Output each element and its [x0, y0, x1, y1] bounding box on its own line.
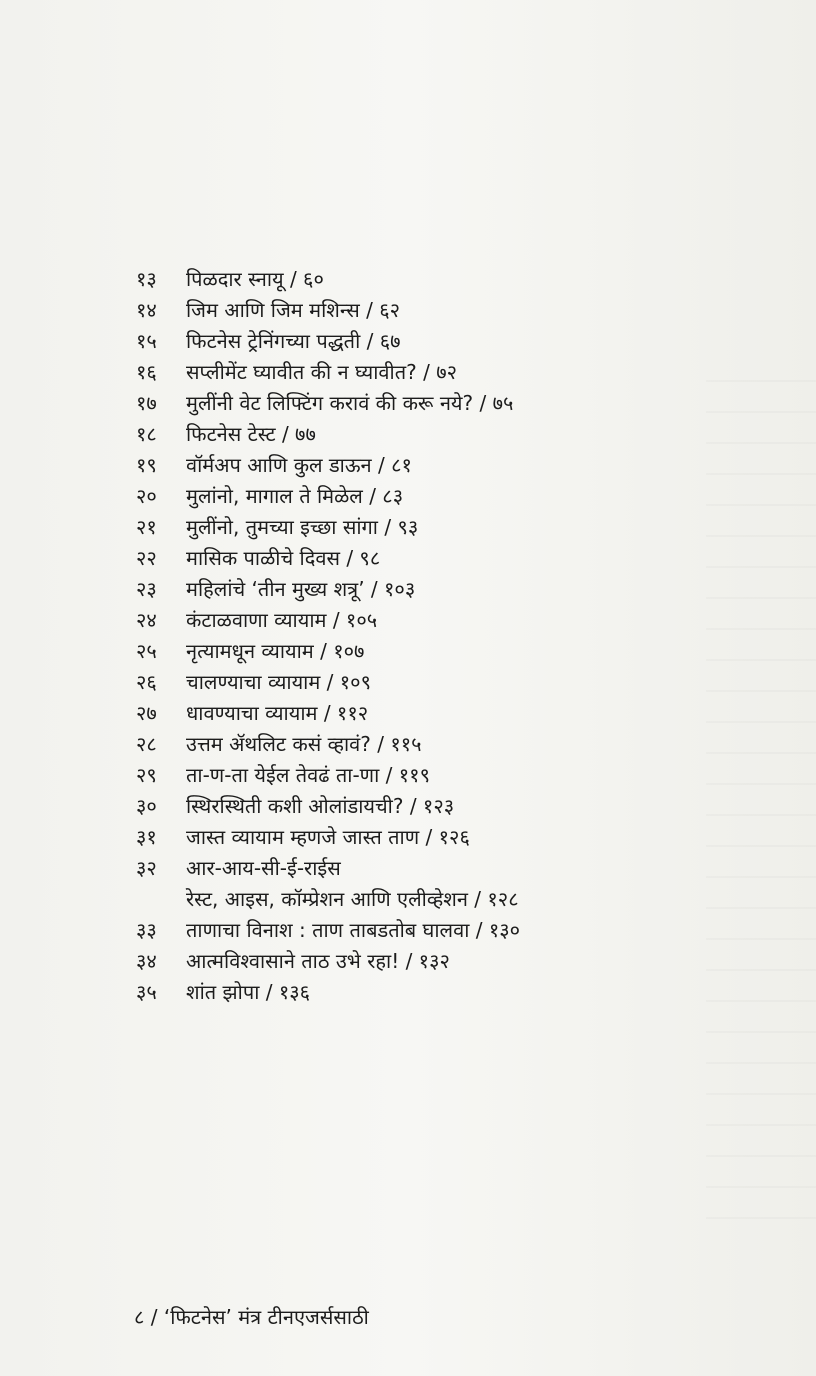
toc-chapter-title — [186, 760, 430, 791]
toc-chapter-title — [186, 791, 454, 822]
toc-entry — [136, 760, 736, 791]
toc-chapter-number: ३५ — [136, 980, 157, 1004]
toc-entry — [136, 977, 736, 1008]
toc-entry — [136, 636, 736, 667]
toc-title-line: मासिक पाळीचे दिवस / ९८ — [186, 546, 381, 570]
toc-title-line: जिम आणि जिम मशिन्स / ६२ — [186, 298, 401, 322]
toc-entry — [136, 667, 736, 698]
toc-chapter-title — [186, 450, 412, 481]
table-of-contents — [136, 264, 736, 1008]
toc-entry — [136, 853, 736, 915]
toc-chapter-number: २८ — [136, 732, 157, 756]
toc-title-line: आत्मविश्वासाने ताठ उभे रहा! / १३२ — [186, 949, 450, 973]
toc-chapter-title — [186, 388, 513, 419]
toc-entry — [136, 264, 736, 295]
toc-entry — [136, 357, 736, 388]
toc-chapter-number: २२ — [136, 546, 157, 570]
toc-entry — [136, 512, 736, 543]
toc-title-line: रेस्ट, आइस, कॉम्प्रेशन आणि एलीव्हेशन / १२८ — [186, 887, 519, 911]
toc-title-line: चालण्याचा व्यायाम / १०९ — [186, 670, 371, 694]
toc-chapter-number: ३३ — [136, 918, 157, 942]
toc-title-line: उत्तम ॲथलिट कसं व्हावं? / ११५ — [186, 732, 422, 756]
toc-chapter-number: १६ — [136, 360, 157, 384]
toc-chapter-title — [186, 822, 470, 853]
toc-entry — [136, 729, 736, 760]
toc-chapter-number: १४ — [136, 298, 157, 322]
toc-entry — [136, 450, 736, 481]
toc-title-line: ता-ण-ता येईल तेवढं ता-णा / ११९ — [186, 763, 430, 787]
toc-title-line: सप्लीमेंट घ्यावीत की न घ्यावीत? / ७२ — [186, 360, 457, 384]
toc-chapter-title — [186, 512, 418, 543]
toc-chapter-title — [186, 915, 520, 946]
toc-chapter-number: ३२ — [136, 856, 157, 880]
toc-title-line: महिलांचे ‘तीन मुख्य शत्रू’ / १०३ — [186, 577, 416, 601]
toc-chapter-number: २० — [136, 484, 157, 508]
toc-title-line: फिटनेस टेस्ट / ७७ — [186, 422, 316, 446]
toc-chapter-number: २६ — [136, 670, 157, 694]
toc-title-line: ताणाचा विनाश : ताण ताबडतोब घालवा / १३० — [186, 918, 521, 942]
toc-entry — [136, 295, 736, 326]
toc-chapter-title — [186, 357, 457, 388]
toc-entry — [136, 698, 736, 729]
toc-chapter-number: २३ — [136, 577, 157, 601]
toc-entry — [136, 574, 736, 605]
toc-chapter-number: १३ — [136, 267, 157, 291]
toc-chapter-number: १९ — [136, 453, 157, 477]
toc-entry — [136, 946, 736, 977]
toc-chapter-number: २४ — [136, 608, 157, 632]
toc-chapter-title — [186, 667, 371, 698]
toc-chapter-number: ३१ — [136, 825, 157, 849]
page-footer: ८ / ‘फिटनेस’ मंत्र टीनएजर्ससाठी — [134, 1305, 369, 1329]
toc-chapter-number: १८ — [136, 422, 157, 446]
toc-chapter-number: १५ — [136, 329, 157, 353]
toc-chapter-title — [186, 853, 519, 915]
toc-title-line: मुलींनो, तुमच्या इच्छा सांगा / ९३ — [186, 515, 419, 539]
toc-entry — [136, 791, 736, 822]
toc-chapter-number: १७ — [136, 391, 157, 415]
toc-chapter-number: २५ — [136, 639, 157, 663]
toc-entry — [136, 605, 736, 636]
toc-chapter-number: २१ — [136, 515, 157, 539]
toc-entry — [136, 326, 736, 357]
toc-title-line: फिटनेस ट्रेनिंगच्या पद्धती / ६७ — [186, 329, 401, 353]
toc-title-line: मुलींनी वेट लिफ्टिंग करावं की करू नये? / ७५ — [186, 391, 514, 415]
toc-title-line: आर-आय-सी-ई-राईस — [186, 856, 341, 880]
toc-chapter-title — [186, 574, 415, 605]
toc-entry — [136, 822, 736, 853]
toc-chapter-number: ३४ — [136, 949, 157, 973]
toc-entry — [136, 543, 736, 574]
toc-title-line: कंटाळवाणा व्यायाम / १०५ — [186, 608, 378, 632]
toc-chapter-title — [186, 326, 401, 357]
toc-title-line: जास्त व्यायाम म्हणजे जास्त ताण / १२६ — [186, 825, 470, 849]
toc-chapter-number: २७ — [136, 701, 157, 725]
toc-chapter-title — [186, 295, 400, 326]
toc-chapter-number: ३० — [136, 794, 157, 818]
toc-title-line: धावण्याचा व्यायाम / ११२ — [186, 701, 369, 725]
toc-chapter-title — [186, 946, 450, 977]
toc-chapter-title — [186, 264, 324, 295]
toc-entry — [136, 388, 736, 419]
toc-chapter-title — [186, 636, 364, 667]
toc-chapter-title — [186, 729, 422, 760]
toc-title-line: मुलांनो, मागाल ते मिळेल / ८३ — [186, 484, 404, 508]
toc-chapter-title — [186, 605, 377, 636]
toc-title-line: स्थिरस्थिती कशी ओलांडायची? / १२३ — [186, 794, 455, 818]
toc-chapter-title — [186, 419, 316, 450]
toc-chapter-title — [186, 698, 368, 729]
toc-entry — [136, 419, 736, 450]
toc-chapter-title — [186, 543, 380, 574]
toc-chapter-title — [186, 481, 403, 512]
toc-title-line: पिळदार स्नायू / ६० — [186, 267, 324, 291]
toc-title-line: वॉर्मअप आणि कुल डाऊन / ८१ — [186, 453, 412, 477]
toc-chapter-number: २९ — [136, 763, 157, 787]
toc-entry — [136, 481, 736, 512]
toc-entry — [136, 915, 736, 946]
toc-title-line: शांत झोपा / १३६ — [186, 980, 311, 1004]
toc-title-line: नृत्यामधून व्यायाम / १०७ — [186, 639, 365, 663]
toc-chapter-title — [186, 977, 310, 1008]
